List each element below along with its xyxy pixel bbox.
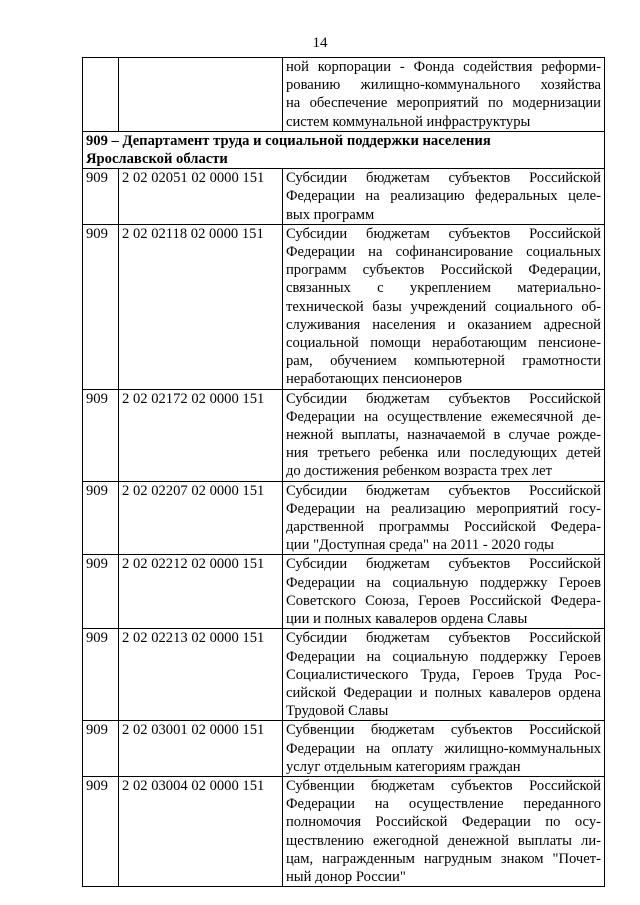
classification-code-cell: 2 02 03004 02 0000 151 [119, 776, 283, 886]
description-line: ществлению ежегодной денежной выплаты ли- [286, 832, 601, 849]
table-row [83, 389, 605, 481]
admin-code-cell: 909 [83, 169, 119, 225]
section-title-line: Ярославской области [86, 151, 228, 168]
classification-code-cell: 2 02 02213 02 0000 151 [119, 629, 283, 721]
description-line: услуг отдельным категориям граждан [286, 758, 521, 775]
continuation-row [83, 58, 605, 132]
description-cell [283, 629, 605, 721]
description-line: Субсидии бюджетам субъектов Российской [286, 225, 601, 242]
description-line: ции и полных кавалеров ордена Славы [286, 611, 528, 628]
description-line: вых программ [286, 206, 375, 223]
description-line: Субсидии бюджетам субъектов Российской [286, 482, 601, 499]
table-row [83, 555, 605, 629]
table-row [83, 481, 605, 555]
description-line: ный донор России" [286, 868, 406, 885]
description-line: рованию жилищно-коммунального хозяйства [286, 77, 601, 94]
description-cell [283, 58, 605, 132]
classification-code-cell: 2 02 02118 02 0000 151 [119, 224, 283, 389]
description-line: Социалистического Труда, Героев Труда Рос- [286, 666, 601, 683]
description-line: Федерации на социальную поддержку Героев [286, 574, 601, 591]
table-row [83, 224, 605, 389]
description-line: Субсидии бюджетам субъектов Российской [286, 630, 601, 647]
description-line: ной корпорации - Фонда содействия реформи- [286, 59, 601, 75]
revenue-codes-table [82, 57, 605, 887]
description-line: сийской Федерации и полных кавалеров ордена [286, 684, 601, 701]
admin-code-cell: 909 [83, 629, 119, 721]
description-line: Федерации на социальную поддержку Героев [286, 648, 601, 665]
table-row [83, 629, 605, 721]
description-line: нежной выплаты, назначаемой в случае рожде- [286, 427, 601, 444]
description-cell [283, 481, 605, 555]
section-header-row [83, 131, 605, 168]
description-cell [283, 224, 605, 389]
admin-code-cell: 909 [83, 776, 119, 886]
description-cell [283, 555, 605, 629]
description-cell [283, 389, 605, 481]
description-cell [283, 169, 605, 225]
admin-cell [83, 58, 119, 132]
description-line: на обеспечение мероприятий по модернизации [286, 95, 601, 112]
admin-code-cell: 909 [83, 389, 119, 481]
admin-code-cell: 909 [83, 481, 119, 555]
description-line: служивания населения и оказанием адресной [286, 316, 601, 333]
description-line: ния третьего ребенка или последующих детей [286, 445, 601, 462]
description-line: цам, награжденным нагрудным знаком "Почет- [286, 850, 601, 867]
classification-code-cell: 2 02 03001 02 0000 151 [119, 721, 283, 777]
description-line: Федерации на оплату жилищно-коммунальных [286, 740, 601, 757]
description-line: социальной помощи неработающим пенсионе- [286, 335, 601, 352]
section-title [83, 131, 605, 168]
description-line: Федерации на софинансирование социальных [286, 244, 601, 261]
admin-code-cell: 909 [83, 224, 119, 389]
admin-code-cell: 909 [83, 555, 119, 629]
description-line: связанных с укреплением материально- [286, 280, 601, 297]
page-number: 14 [312, 35, 328, 51]
description-line: Советского Союза, Героев Российской Федера- [286, 592, 601, 609]
description-line: Федерации на реализацию мероприятий госу- [286, 500, 601, 517]
description-line: Трудовой Славы [286, 703, 389, 720]
table-row [83, 776, 605, 886]
code-cell [119, 58, 283, 132]
description-line: Федерации на осуществление переданного [286, 796, 601, 813]
description-line: Субвенции бюджетам субъектов Российской [286, 722, 601, 739]
description-line: Субсидии бюджетам субъектов Российской [286, 170, 601, 187]
admin-code-cell: 909 [83, 721, 119, 777]
description-cell [283, 776, 605, 886]
description-line: систем коммунальной инфраструктуры [286, 113, 531, 130]
description-line: Федерации на реализацию федеральных целе- [286, 188, 601, 205]
description-line: технической базы учреждений социального об- [286, 298, 601, 315]
description-line: неработающих пенсионеров [286, 371, 462, 388]
description-cell [283, 721, 605, 777]
description-line: программ субъектов Российской Федерации, [286, 262, 601, 279]
description-line: Субвенции бюджетам субъектов Российской [286, 777, 601, 794]
description-line: Субсидии бюджетам субъектов Российской [286, 390, 601, 407]
description-line: Федерации на осуществление ежемесячной де- [286, 408, 601, 425]
description-line: Субсидии бюджетам субъектов Российской [286, 556, 601, 573]
classification-code-cell: 2 02 02172 02 0000 151 [119, 389, 283, 481]
description-line: полномочия Российской Федерации по осу- [286, 814, 601, 831]
description-line: рам, обучением компьютерной грамотности [286, 353, 601, 370]
section-title-line: 909 – Департамент труда и социальной поддержки населения [86, 132, 491, 149]
description-line: до достижения ребенком возраста трех лет [286, 463, 553, 480]
table-row [83, 721, 605, 777]
description-line: дарственной программы Российской Федера- [286, 519, 601, 536]
classification-code-cell: 2 02 02207 02 0000 151 [119, 481, 283, 555]
table-row [83, 169, 605, 225]
description-line: ции "Доступная среда" на 2011 - 2020 годы [286, 537, 554, 554]
classification-code-cell: 2 02 02051 02 0000 151 [119, 169, 283, 225]
classification-code-cell: 2 02 02212 02 0000 151 [119, 555, 283, 629]
